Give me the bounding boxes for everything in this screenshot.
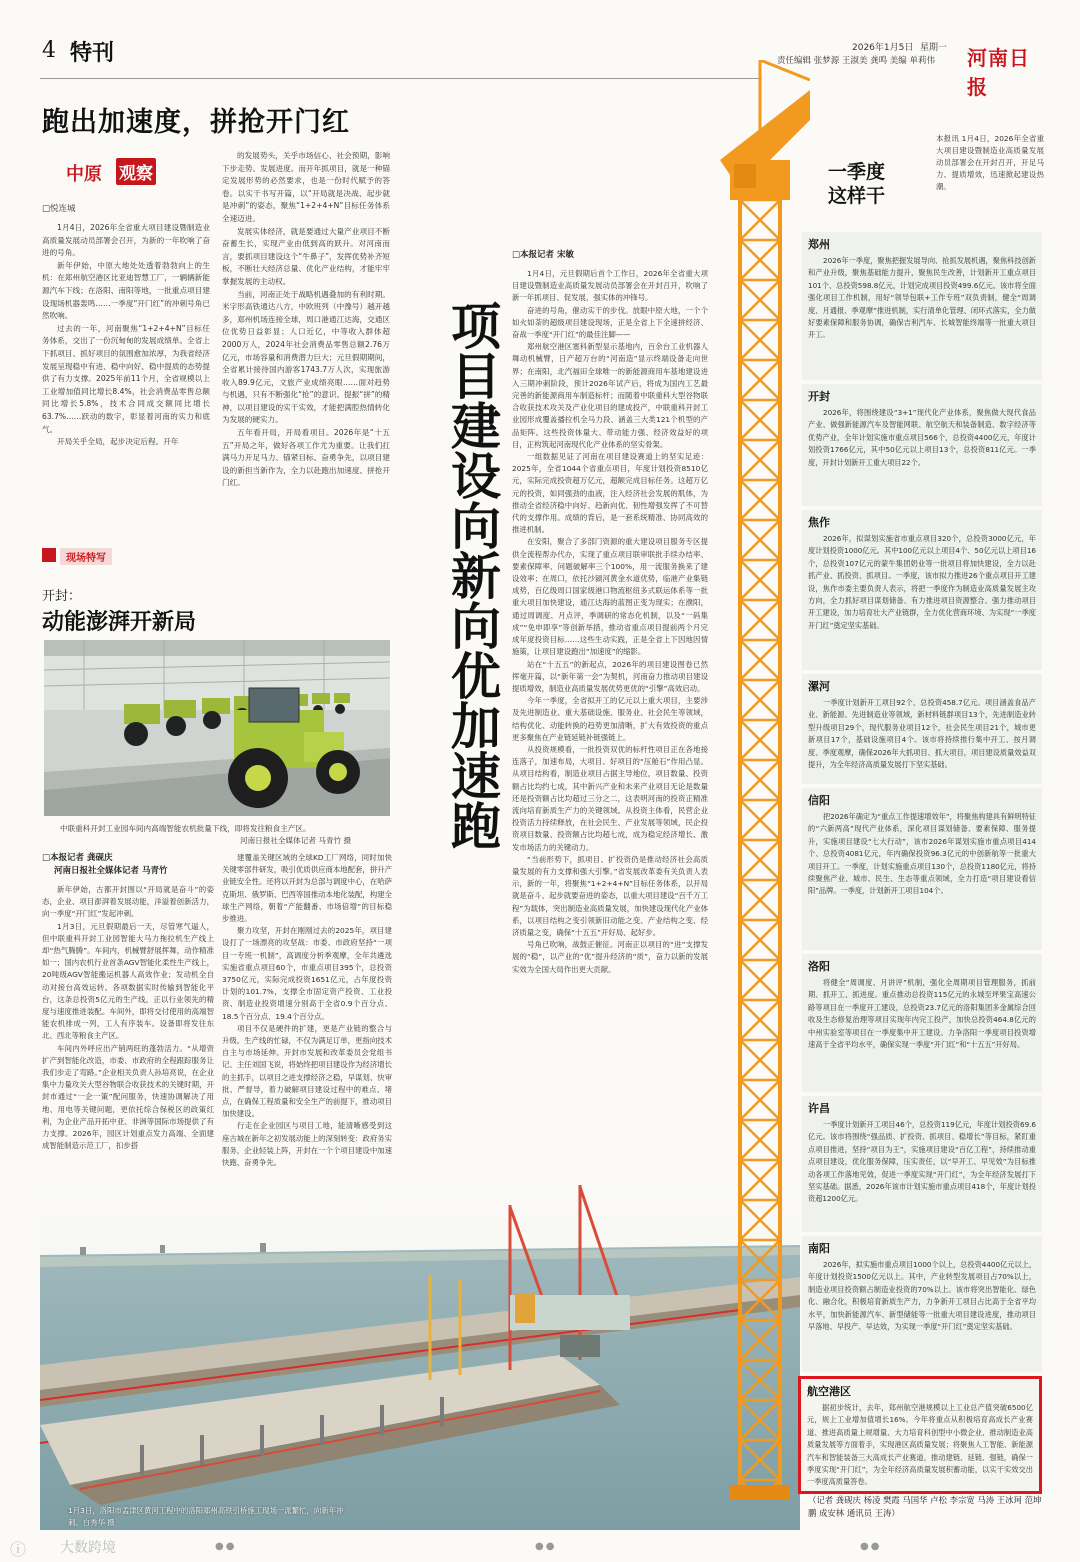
paragraph: 发展实体经济，就是要通过大量产业项目不断奋蓄生长，实现产业由低到高的跃升。对河南而言，要抓项目建设这个“牛鼻子”，发挥优势补齐短板，不断壮大经济总量、优化产业结构，才能牢牢掌握发展的主动权。	[222, 226, 390, 286]
bridge-construction-photo	[40, 1185, 800, 1530]
paragraph: 建覆盖关键区域的全球KD工厂网络，同时加快关键零部件研发，吸引优质供应商本地配套，拼升产业链安全性。还将以开封为总部与调度中心，在哈萨克斯坦、俄罗斯、巴西等国推动本地化装配，构建全球生产网络，朝着“产能翻番、市场倍增”的目标稳步推进。	[222, 853, 392, 924]
report-kicker: 开封：	[42, 589, 82, 604]
paragraph: 五年看开局，开局看项目。2026年是“十五五”开局之年，做好各项工作尤为重要。让我们扛满马力开足马力、锚紧目标、奋勇争先，以项目建设的新担当新作为，全力以赴跑出加速度、拼抢开门红。	[222, 428, 390, 488]
paragraph: 行走在企业园区与项目工地，能清晰感受到这座古城在新年之初发展动能上的深刻转变：政府务实服务，企业轻装上阵，开封在一个个项目建设中加速快跑、奋勇争先。	[222, 1121, 392, 1168]
city-name: 焦作	[808, 516, 830, 529]
paragraph: 站在“十五五”的新起点，2026年的项目建设图卷已然挥毫开篇，以“新年第一会”为契机，河南奋力推动项目建设提质增效，制造业高质量发展优势更优的“引擎”高效启动。	[512, 659, 708, 693]
city-text: 将健全“周调度、月讲评”机制，强化全周期项目管理服务，抓前期、抓开工、抓进度。重点推动总投资115亿元的永城至坪果宝高速公路等项目在一季度开工建设，总投资23.7亿元的洛阳集团多金属综合回收及生态修复治理等项目实现年内完工投产，加快总投资464.8亿元的中州实验室等项目在一季度集中开工建设。力争洛阳一季度项目投资增速高于全省平均水平，确保实现一季度“开门红”和“十五五”开好局。	[808, 978, 1036, 1050]
paragraph: 聚力攻坚，开封在刚刚过去的2025年，项目建设打了一场漂亮的攻坚战：市委、市政府坚持“一项目一专班一机制”，高调度分析季观摩，全年共遴选实施省重点项目60个，市重点项目395个，总投资3750亿元，实际完成投资1651亿元，占年度投资计划的101.7%，支撑全市固定资产投资、工业投资、制造业投资增速分别高于全省0.9个百分点、18.5个百分点、19.4个百分点。	[222, 926, 392, 1021]
city-text: 据初步统计，去年，郑州航空港规模以上工业总产值突破6500亿元，规上工业增加值增长16%。今年将重点从积极培育高成长产业赛道、推进高质量上规增量、大力培育科创型中小微企业、推动制造业高质量发展等方面着手，实现港区高质量发展；将聚焦人工智能、新能源汽车和智能装备三大高成长产业赛道，推动建链、延链、强链，确保一季度实现“开门红”，为全年经济高质量发展积蓄动能，以实干实效交出一季度高质量答卷。	[807, 1403, 1033, 1487]
paragraph: 1月4日，2026年全省重大项目建设暨制造业高质量发展动员部署会召开，为新的一年吹响了奋进的号角。	[42, 223, 210, 258]
city-name: 信阳	[808, 794, 830, 807]
city-text: 把2026年确定为“重点工作提速增效年”，将聚焦构建具有鲜明特征的“六新两高”现代产业体系，深化项目谋划储备、要素保障、服务提升，实施项目建设“七大行动”，该市2026年谋划实施市重点项目414个、总投资4081亿元，年内确保投资96.3亿元的中创新航等一批重大项目开工。一季度，计划实施重点项目130个，总投资1180亿元，将持续聚焦产业、城市、民生、生态等重点领域，全力打造“项目建设看信阳”品牌。一季度，计划新开工项目104个。	[808, 812, 1036, 896]
header-rule	[40, 78, 762, 79]
city-name: 南阳	[808, 1242, 830, 1255]
city-text: 一季度计划新开工项目92个、总投资458.7亿元。项目涵盖食品产业、新能源、先进制造业等领域，新材料链群项目13个，先进制造业转型升级项目29个，现代服务业项目12个，社会民生项目21个，城市更新项目17个，基础设施项目4个。该市将持续推行集中开工、按月调度、季度观摩，确保2026年大抓项目、抓大项目，项目建设质量效益双提升，为全年经济高质量发展打下坚实基础。	[808, 698, 1036, 770]
paragraph: 当前，河南正处于战略机遇叠加的有利时期。米字形高铁通达八方，中欧班列（中豫号）越开越多，郑州机场连接全球，周口港通江达海，交通区位优势日益彰显；人口近亿，中等收入群体超2000万人，2024年社会消费品零售总额2.76万亿元，市场容量和消费潜力巨大；元旦假期期间，全省累计接待国内游客1743.7万人次，实现旅游收入89.9亿元，文旅产业成绩亮眼……面对趋势与机遇，只有不断强化“抢”的意识、提振“拼”的精神，以项目建设的实干实效，才能把满腔热情转化为发展的硬实力。	[222, 289, 390, 425]
sidebar-intro: 本报讯 1月4日，2026年全省重大项目建设暨制造业高质量发展动员部署会在开封召开，开足马力、提质增效，迅速掀起建设热潮。	[936, 134, 1044, 191]
paragraph: 在安阳，聚合了多部门资源的重大建设项目服务专区提供全流程帮办代办，实现了重点项目联审联批手续办结率、要素保障率、问题破解率三个100%，用一流服务换来了建设效率；在周口，依托沙颍河黄金水道优势，临港产业集链成势，百亿级周口国家级港口物流枢纽多式联运体系等一批重大项目加快建设，通江达海的蓝图正变为现实；在濮阳，通过周调度、月点评，季调研的常态化机制，以及“一码集成”“免申即享”等创新举措，推动省重点项目提前两个月完成年度投资目标……这些生动实践，正是全省上下因地因情施策，让项目建设跑出“加速度”的缩影。	[512, 537, 708, 657]
city-name: 郑州	[808, 238, 830, 251]
city-name: 许昌	[808, 1102, 830, 1115]
page-dots-center: ●●	[535, 1541, 557, 1552]
report-byline: □本报记者 龚砚庆 河南日报社全媒体记者 马青竹	[42, 853, 168, 876]
city-box	[802, 954, 1042, 1092]
issue-date: 2026年1月5日	[852, 43, 914, 53]
city-text: 2026年，将围绕建设“3+1”现代化产业体系，聚焦做大现代食品产业、做强新能源汽车及智能网联、航空航天和装备制造、数字经济等优势产业，全年计划实施市重点项目566个，总投资4400亿元，年度计划投资1766亿元，其中50亿元以上项目13个，总投资811亿元。一季度，开封计划新开工重大项目22个。	[808, 408, 1036, 467]
city-box	[802, 510, 1042, 670]
bridge-illustration	[40, 1185, 800, 1530]
city-name: 航空港区	[807, 1385, 851, 1398]
city-text: 2026年，拟谋划实施省市重点项目320个，总投资3000亿元，年度计划投资1000亿元。其中100亿元以上项目4个、50亿元以上项目16个，总投资107亿元的蒙牛集团奶业等一批项目将加快建设，全力以赴抓产业、抓投资、抓项目。一季度，该市拟力推进26个重点项目开工建设，焦作市委主要负责人表示，将把一季度作为制造业高质量发展主攻方向，全力抓好项目谋划储备、有力推进项目资源整合、强力推动项目开工建设，加力培育壮大产业链群，全力优化营商环境、为实现“一季度开门红”奠定坚实基础。	[808, 534, 1036, 630]
report-headline: 动能澎湃开新局	[42, 609, 197, 635]
page-number: 4	[42, 38, 56, 63]
city-text: 一季度计划新开工项目46个，总投资119亿元，年度计划投资69.6亿元。该市将围绕“强品质、扩投资、抓项目、稳增长”等目标，紧盯重点项目推进，坚持“项目为王”，实施项目建设“百亿工程”，持续推动重点项目建设，优化服务保障，压实责任，以“早开工、早见效”为目标推动各项工作落地见效，促进一季度实现“开门红”，为全年经济发展打下坚实基础。据悉，2026年该市计划实施市重点项目418个，年度计划投资超1200亿元。	[808, 1120, 1036, 1204]
watermark-glyph-icon: ⓘ	[10, 1540, 27, 1559]
commentary-author: □悦连城	[42, 204, 76, 214]
commentary-col2	[222, 150, 390, 528]
paragraph: 车间内外呼应出产销两旺的蓬勃活力。“从增资扩产到智能化改造，市委、市政府的全程跟踪服务让我们步走了弯路。”企业相关负责人孙培亮说，在企业集中力量攻关大型谷物联合收获技术的关键时期，开封市通过“一企一策”配问服务，快速协调解决了用地、用电等关键问题，更依托综合保税区的政策红利，为企业产品开拓中亚、非洲等国际市场提供了有力支撑。2026年，园区计划重点发力高端、全面建成智能制造示范工厂，扣步搭	[42, 1043, 214, 1151]
paragraph: 1月4日，元旦假期后首个工作日，2026年全省重大项目建设暨制造业高质量发展动员部署会在开封召开，吹响了新一年抓项目、促发展、强实体的冲锋号。	[512, 269, 708, 303]
main-vertical-title: 项目建设向新向优加速跑	[443, 300, 502, 850]
paragraph: 郑州航空港区塞科新型显示基地内，百余台工业机器人舞动机械臂，日产超万台的“河南造”显示终端设备走向世界；在南阳，北汽福田全球唯一的新能源商用车基地建设进入三期冲刺阶段，预计2026年试产后，将成为国内工艺最完善的新能源商用车制造标杆；而随着中联重科大型谷物联合收获技术攻关及产业化项目的建成投产，中联重科开封工业园形成覆盖播拉机全马力段、涵盖三大类121个机型的产品矩阵。这些投资体量大、带动能力强、经济效益好的项目，正构筑起河南现代化产业体系的坚实骨架。	[512, 342, 708, 449]
section-name: 特刊	[70, 40, 115, 66]
report-col1	[42, 884, 214, 1212]
photo-caption: 中联重科开封工业园车间内高端智能农机批量下线，即将发往粮食主产区。	[60, 824, 311, 833]
city-box	[802, 788, 1042, 950]
city-text: 2026年一季度，聚焦把握发展导向、抢抓发展机遇，聚焦科技创新和产业升级，聚焦基础能力提升，聚焦民生改善，计划新开工重点项目101个、总投资598.8亿元，计划完成项目投资499.6亿元。该市将全面强化项目工作机制，用好“领导包联+工作专班”双负责制，健全“周调度、月通报、季观摩”推进机制，实行清单化管理、闭环式落实，全力做好要素保障和服务协调，确保吉利汽车、长城智能终端等一批重大项目开工。	[808, 256, 1036, 340]
paragraph: 开局关乎全局，起步决定后程。开年	[57, 437, 179, 447]
paragraph: 新年伊始，中原大地处处透着勃勃向上的生机：在郑州航空港区比亚迪智慧工厂，一辆辆新能源汽车下线；在洛阳、南阳等地，一批重点项目建设现场机器轰鸣……一季度“开门红”的冲刺号角已然吹响。	[42, 260, 210, 321]
page-dots-left: ●●	[215, 1541, 237, 1552]
commentary-headline: 跑出加速度，拼抢开门红	[42, 107, 350, 138]
paragraph: 奋进的号角，催动实干的步伐。放眼中原大地，一个个如火如荼的超级项目建设现场，正是全省上下全速拼经济、奋战一季度“开门红”的最佳注脚——	[512, 305, 708, 340]
column-logo: 中原 观察	[66, 158, 176, 186]
city-text: 2026年，拟实施市重点项目1000个以上，总投资4400亿元以上，年度计划投资1500亿元以上。其中，产业转型发展项目占70%以上，制造业项目投资额占制造业投资的70%以上。该市将突出智能化、绿色化、融合化，积极培育新质生产力，力争新开工项目占比高于全省平均水平，加快新能源汽车、新型储能等一批重大项目建设进度，推动项目早落地、早投产、早达效，为实现一季度“开门红”奠定坚实基础。	[808, 1260, 1037, 1332]
city-box	[798, 1376, 1042, 1494]
sidebar-heading: 一季度 这样干	[828, 161, 886, 207]
paragraph: 今年一季度，全省拟开工的亿元以上重大项目，主要涉及先进制造业、重大基础设施、服务业、社会民生等领域，结构优化、动能转换的趋势更加清晰，扩大有效投资的重点更多聚焦在产业链延链补链强链上。	[512, 696, 708, 742]
sidebar-reporters: （记者 龚砚庆 杨凌 樊霞 马国华 卢松 李宗宽 马涛 王冰珂 范坤鹏 成安林 通讯员 王涛）	[808, 1495, 1042, 1518]
paragraph: “当前形势下，抓项目、扩投资仍是推动经济社会高质量发展的有力支撑和强大引擎。”省发展改革委有关负责人表示，新的一年，将聚焦“1+2+4+N”目标任务体系，以开局就是奋斗、起步就要奋进的姿态，以重大项目建设“百千万工程”为载体，突出制造业高质量发展，加快建设现代化产业体系，以项目结构之变引领新旧动能之变、产业结构之变、经济质量之变，确保“十五五”开好局、起好步。	[512, 854, 708, 937]
city-name: 洛阳	[808, 960, 830, 973]
paragraph: 一组数据见证了河南在项目建设赛道上的坚实足迹：2025年，全省1044个省重点项目，年度计划投资8510亿元，实际完成投资超万亿元，超额完成目标任务。这超万亿元的投资，如同强劲的血液，注入经济社会发展的肌体，为推动全省经济稳中向好、趋新向优、韧性增强发挥了不可替代的支撑作用。成绩的背后，是一套系统精准、协同高效的推进机制。	[512, 452, 708, 535]
paragraph: 从投资规模看，一批投资双优的标杆性项目正在各地接连落子，加速布局，大项目、好项目的“压舱石”作用凸显。从项目结构看，制造业项目占据主导地位，项目数量、投资额占比均约七成，其中新兴产业和未来产业项目无论是数量还是投资额占比均超过三分之二，这表明河南的投资正精准流向培育新质生产力的关键领域。从投资主体看，民营企业投资活力持续释放，在社会民生、产业发展等领域，民企投资项目数量、投资额占比均超七成，成为稳定经济增长、激发市场活力的关键动力。	[512, 744, 708, 852]
paragraph: 的发展势头，关乎市场信心、社会预期，影响下步走势、发展进度。而开年抓项目，就是一种锚定发展形势的必然要求，也是一份时代赋予的答卷。以实干书写开篇，以“开局就是决战、起步就是冲刺”的姿态，聚焦“1+2+4+N”目标任务体系全速迈进。	[222, 151, 390, 223]
paragraph: 项目不仅是硬件的扩建，更是产业链的整合与升级。生产线的忙碌，不仅为满足订单，更指向技术自主与市场延伸。开封市发展和改革委员会党组书记、主任刘国飞说，将始终把项目建设作为经济增长的主抓手，以项目之进支撑经济之稳，早谋划、快审批、严督导，着力破解项目建设过程中的难点、堵点，在确保工程质量和安全生产的前提下，推动项目加快建设。	[222, 1023, 392, 1119]
tag-square-icon	[42, 548, 56, 562]
editors-line: 责任编辑 张梦源 王淑美 龚鸣 美编 单莉伟	[777, 56, 936, 66]
tower-crane-icon	[700, 60, 810, 1500]
paragraph: 号角已吹响，战鼓正催征。河南正以项目的“进”支撑发展的“稳”，以产业的“优”提升经济的“质”，奋力以新的发展实效为全国大局作出更大贡献。	[512, 940, 708, 974]
city-box	[802, 384, 1042, 506]
page-header	[42, 36, 1042, 99]
watermark-logo: ⓘ 大数跨境	[10, 1535, 150, 1559]
paragraph: 过去的一年，河南聚焦“1+2+4+N”目标任务体系，交出了一份沉甸甸的发展成绩单。全省上下抓项目、抓好项目的氛围愈加浓厚，为我省经济发展呈现稳中有进、稳中向好、稳中提质的态势提供了有力支撑。2025年前11个月，全省规模以上工业增加值同比增长8.4%，社会消费品零售总额同比增长5.8%，技术合同成交额同比增长63.7%……跃动的数字，彰显着河南的实力和底气。	[42, 323, 210, 434]
newspaper-logo: 河南日报	[967, 46, 1030, 99]
city-box	[802, 674, 1042, 784]
main-col1	[512, 268, 708, 1180]
city-box	[802, 1096, 1042, 1232]
bridge-photo-caption: 1月3日，洛阳市孟津区黄河工程中的洛阳郑州高铁引桥施工现场一派繁忙，向新年冲刺。白秀华 摄	[68, 1506, 344, 1527]
paragraph: 1月3日，元旦假期最后一天，尽管寒气逼人，但中联重科开封工业园智能大马力拖拉机生产线上却“热气腾腾”。车间内，机械臂舒展挥舞，动作精准如一；国内农机行业首条AGV智能化柔性生产线上，20吨级AGV智能搬运机器人高效作业；发动机全自动对接台高效运转。各项数据实时传输到智能化平台，这条总投资5亿元的生产线，正以行业领先的精度与速度推进装配。车间外，即将交付使用的高端智能农机排成一列，工人有序装车。设备即将发往东北、西北等粮食主产区。	[42, 921, 214, 1041]
city-name: 开封	[808, 390, 830, 403]
city-box	[802, 232, 1042, 380]
page-dots-right: ●●	[860, 1541, 882, 1552]
city-name: 漯河	[808, 680, 830, 693]
report-tag: 现场特写	[42, 548, 152, 566]
report-col2	[222, 852, 392, 1212]
tractor-illustration	[44, 640, 390, 816]
tractor-factory-photo	[44, 640, 390, 816]
city-box	[802, 1236, 1042, 1372]
commentary-col1	[42, 222, 210, 527]
photo-credit: 河南日报社全媒体记者 马青竹 摄	[240, 836, 352, 845]
paragraph: 新年伊始，古都开封围以“开局就是奋斗”的姿态，企业、项目澎湃着发展动能，洋溢着创新活力，向一季度“开门红”发起冲刺。	[42, 885, 214, 919]
issue-weekday: 星期一	[920, 43, 948, 53]
main-byline: □本报记者 宋敏	[512, 250, 574, 260]
